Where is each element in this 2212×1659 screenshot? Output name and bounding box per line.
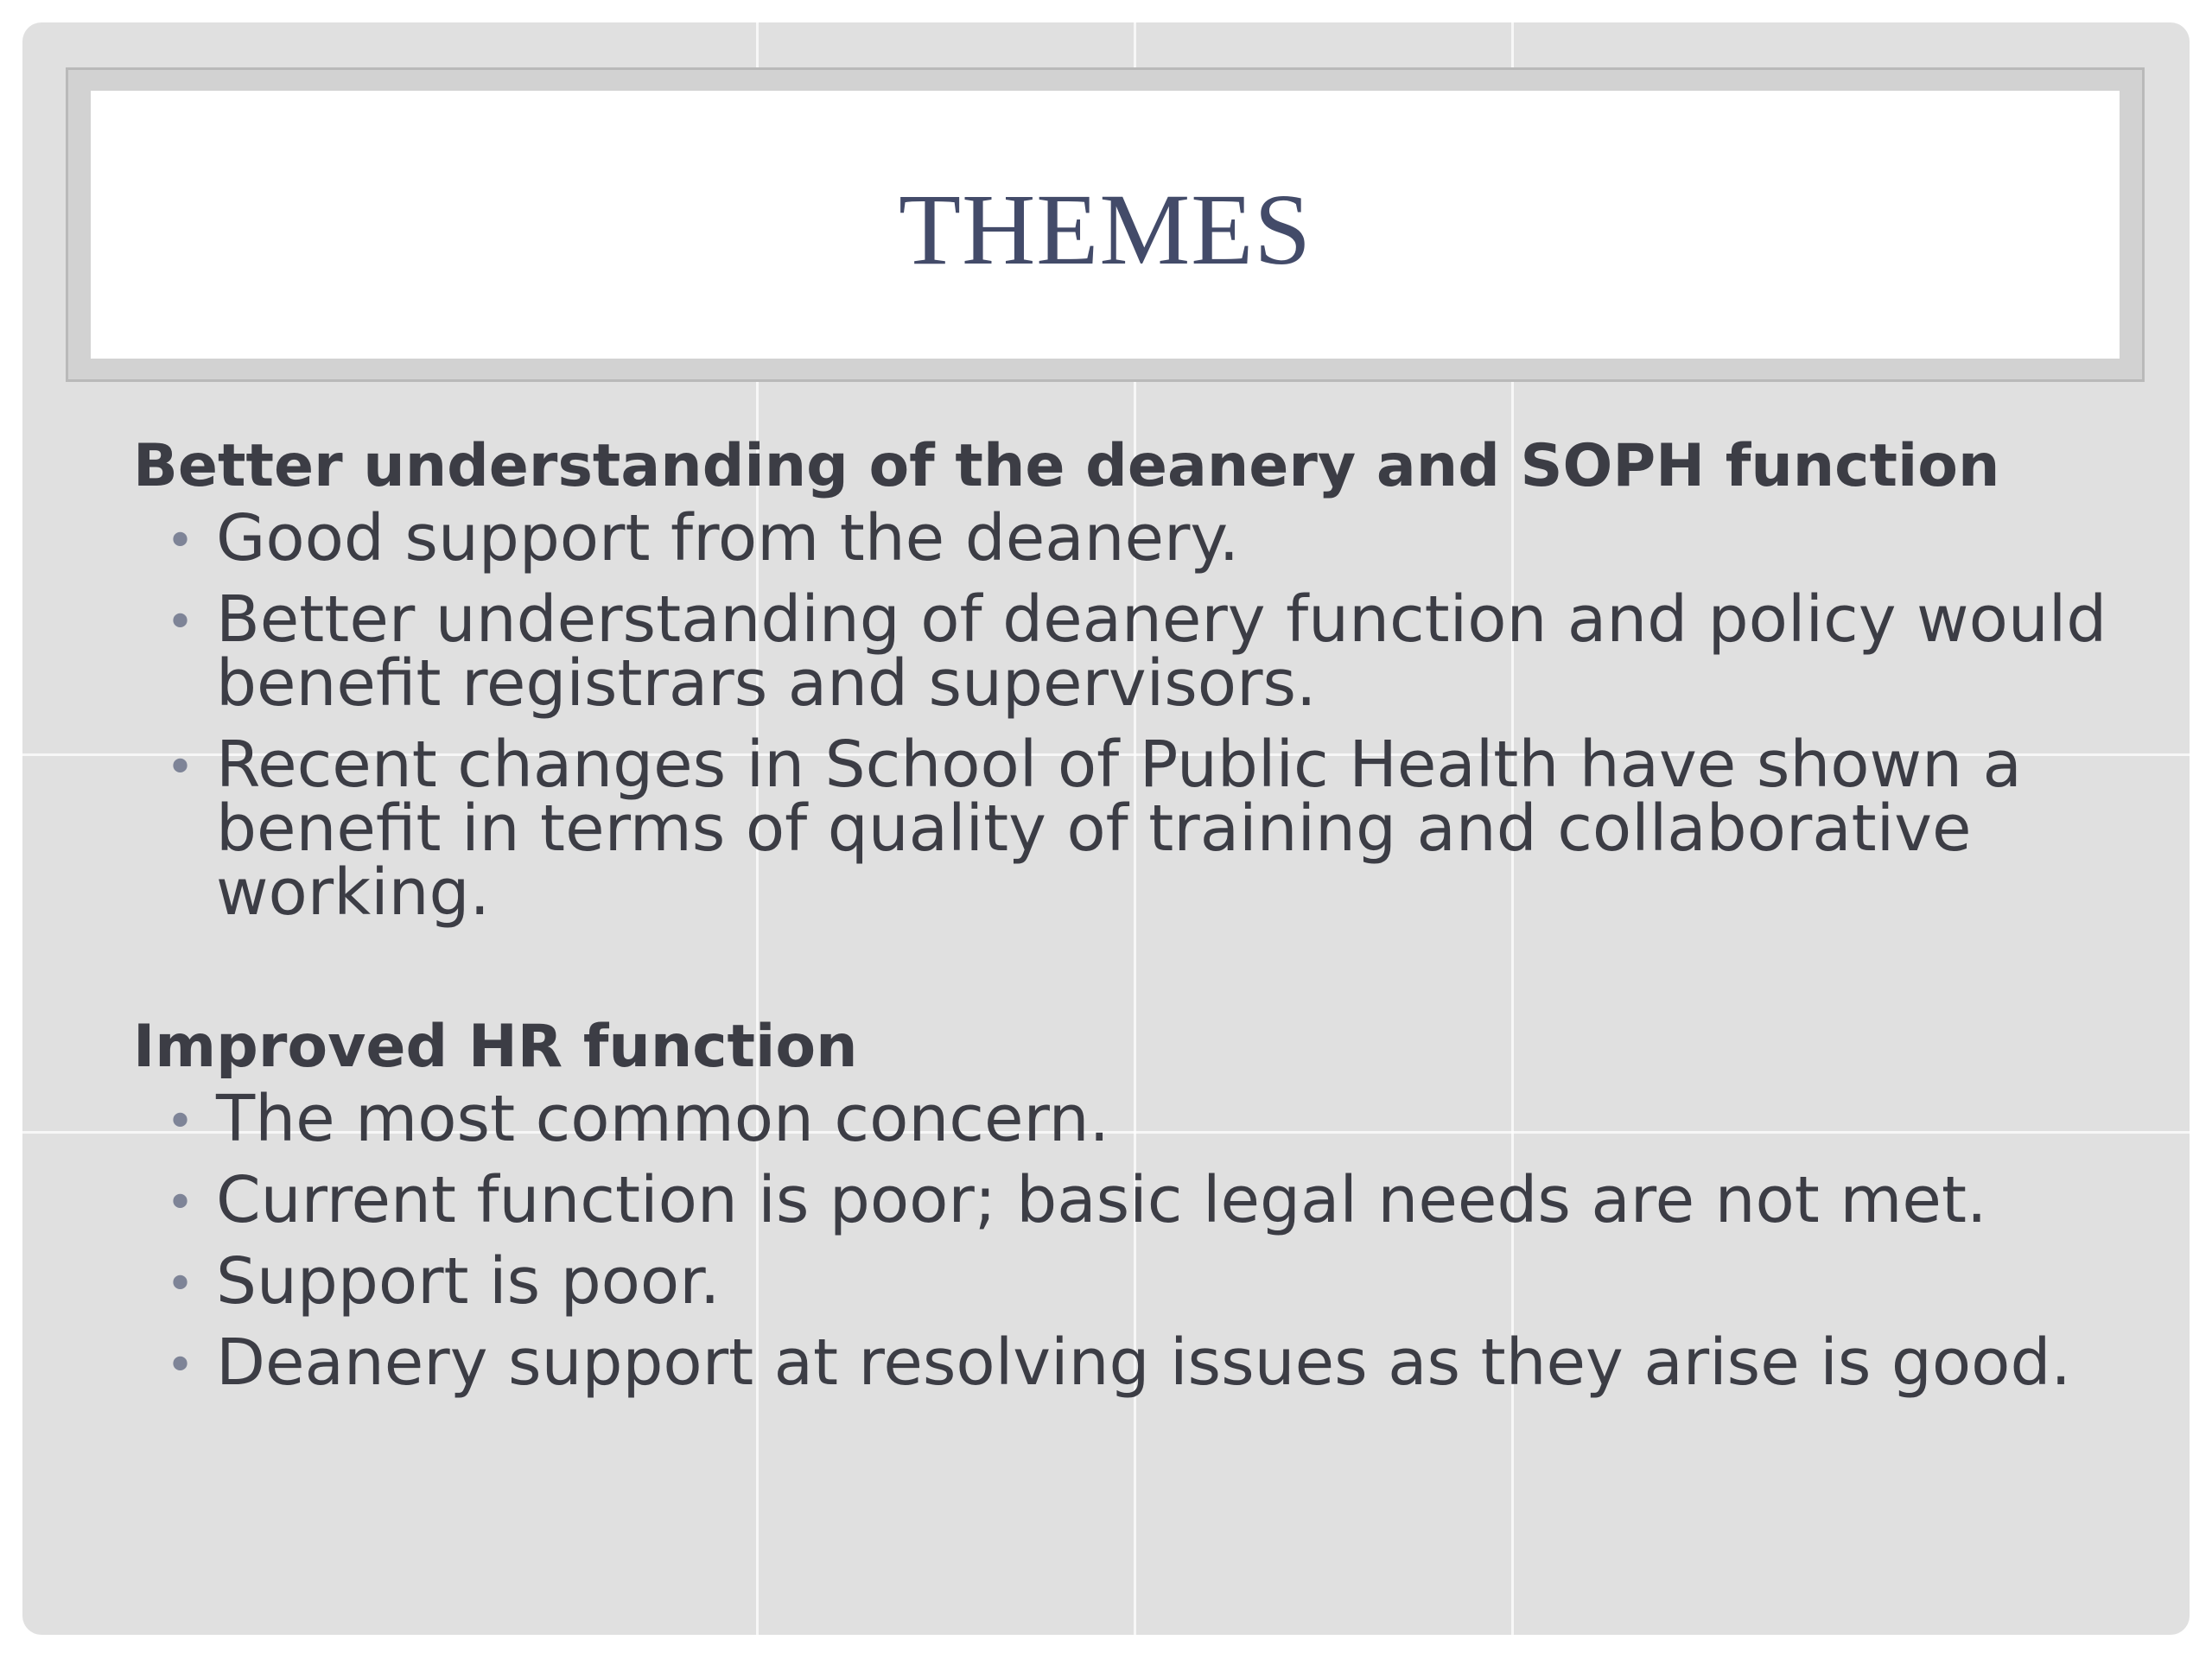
bullet-icon: •: [166, 1175, 195, 1231]
slide-title: THEMES: [899, 173, 1312, 286]
bullet-item: [133, 1244, 2120, 1319]
bullet-text: Good support from the deanery.: [216, 501, 1240, 575]
bullet-text: Support is poor.: [216, 1244, 721, 1319]
slide: [22, 22, 2190, 1635]
title-box: [91, 91, 2120, 359]
section-hr: [133, 1007, 2120, 1400]
bullet-item: [133, 1325, 2120, 1400]
bullet-list: [133, 1082, 2120, 1400]
bullet-text: Better understanding of deanery function and policy would benefit registrars and supervisors.: [216, 582, 2107, 721]
section-heading: Improved HR function: [133, 1013, 858, 1081]
bullet-text: Current function is poor; basic legal needs are not met.: [216, 1163, 1987, 1237]
bullet-item: [133, 501, 2120, 575]
bullet-icon: •: [166, 1256, 195, 1313]
section-heading: Better understanding of the deanery and SOPH function: [133, 432, 2000, 500]
bullet-icon: •: [166, 513, 195, 569]
bullet-text: Deanery support at resolving issues as they arise is good.: [216, 1325, 2071, 1400]
bullet-item: [133, 1082, 2120, 1156]
bullet-text: The most common concern.: [216, 1082, 1110, 1156]
bullet-icon: •: [166, 594, 195, 651]
slide-content: [133, 427, 2120, 1400]
bullet-list: [133, 501, 2120, 930]
bullet-text: Recent changes in School of Public Health have shown a benefit in terms of quality of training and collaborative working.: [216, 728, 2022, 930]
bullet-item: [133, 582, 2120, 721]
bullet-icon: •: [166, 1338, 195, 1394]
bullet-icon: •: [166, 1094, 195, 1150]
bullet-item: [133, 1163, 2120, 1237]
bullet-icon: •: [166, 740, 195, 796]
section-deanery: [133, 427, 2120, 930]
bullet-item: [133, 728, 2120, 930]
title-frame: [66, 67, 2145, 382]
